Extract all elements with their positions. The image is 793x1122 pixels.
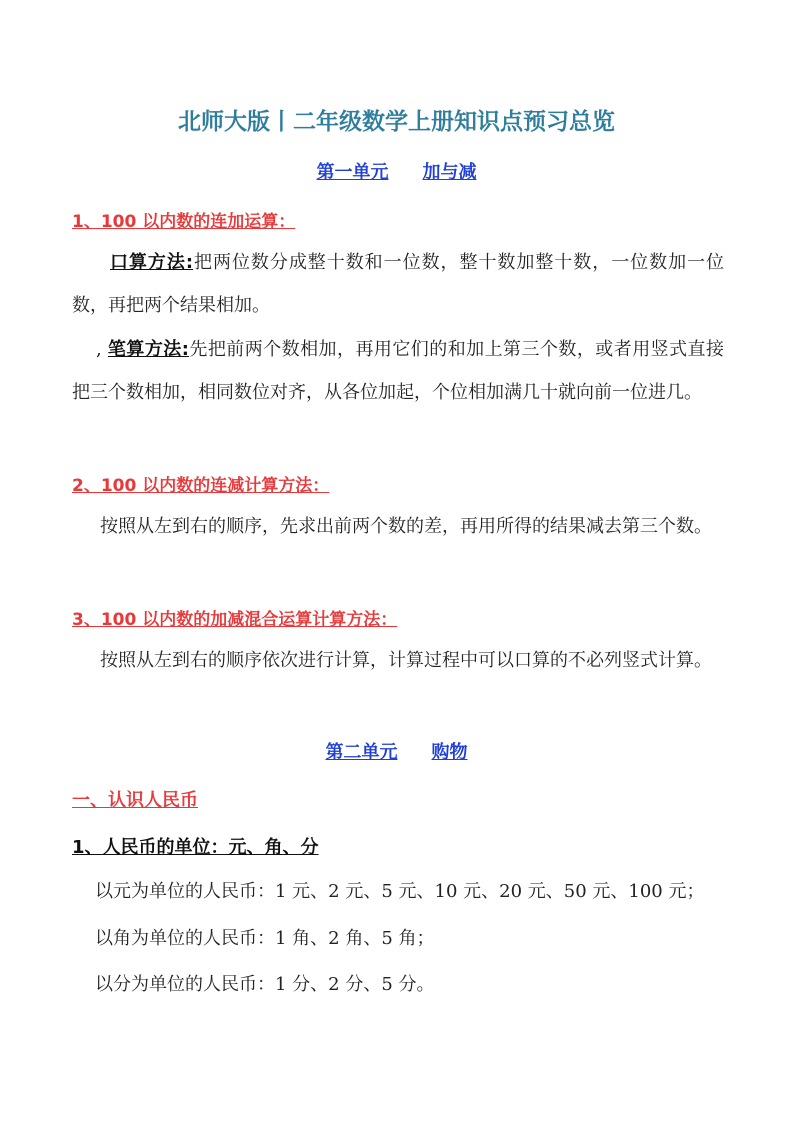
oral-method-paragraph [72, 241, 724, 327]
section2-heading: 2、100 以内数的连减计算方法： [72, 476, 330, 496]
written-method-label: 笔算方法: [107, 339, 189, 360]
section3-paragraph: 按照从左到右的顺序依次进行计算，计算过程中可以口算的不必列竖式计算。 [100, 650, 712, 671]
unit2-topic: 购物 [431, 742, 468, 763]
currency-line-yuan: 以元为单位的人民币：1 元、2 元、5 元、10 元、20 元、50 元、100 元； [95, 881, 705, 902]
written-method-paragraph [72, 328, 724, 414]
currency-line-jiao: 以角为单位的人民币：1 角、2 角、5 角； [95, 928, 435, 949]
written-method-text: 先把前两个数相加，再用它们的和加上第三个数，或者用竖式直接把三个数相加，相同数位对齐，从各位加起，个位相加满几十就向前一位进几。 [72, 339, 725, 403]
unit2-name: 第二单元 [325, 742, 398, 763]
currency-line-fen: 以分为单位的人民币：1 分、2 分、5 分。 [95, 974, 435, 995]
unit2-heading [0, 738, 793, 764]
unit1-heading [0, 158, 793, 184]
oral-method-label: 口算方法: [110, 252, 194, 273]
sub1-heading: 1、人民币的单位：元、角、分 [72, 837, 319, 858]
page-title: 北师大版丨二年级数学上册知识点预习总览 [178, 109, 615, 135]
section1-heading: 1、100 以内数的连加运算： [72, 212, 296, 232]
oral-method-text: 把两位数分成整十数和一位数，整十数加整十数，一位数加一位数，再把两个结果相加。 [72, 252, 725, 316]
unit1-topic: 加与减 [422, 162, 477, 183]
part1-heading: 一、认识人民币 [72, 790, 198, 811]
unit1-name: 第一单元 [316, 162, 389, 183]
written-method-prefix: , [96, 339, 102, 360]
section2-paragraph: 按照从左到右的顺序，先求出前两个数的差，再用所得的结果减去第三个数。 [100, 516, 712, 537]
section3-heading: 3、100 以内数的加减混合运算计算方法： [72, 610, 398, 630]
